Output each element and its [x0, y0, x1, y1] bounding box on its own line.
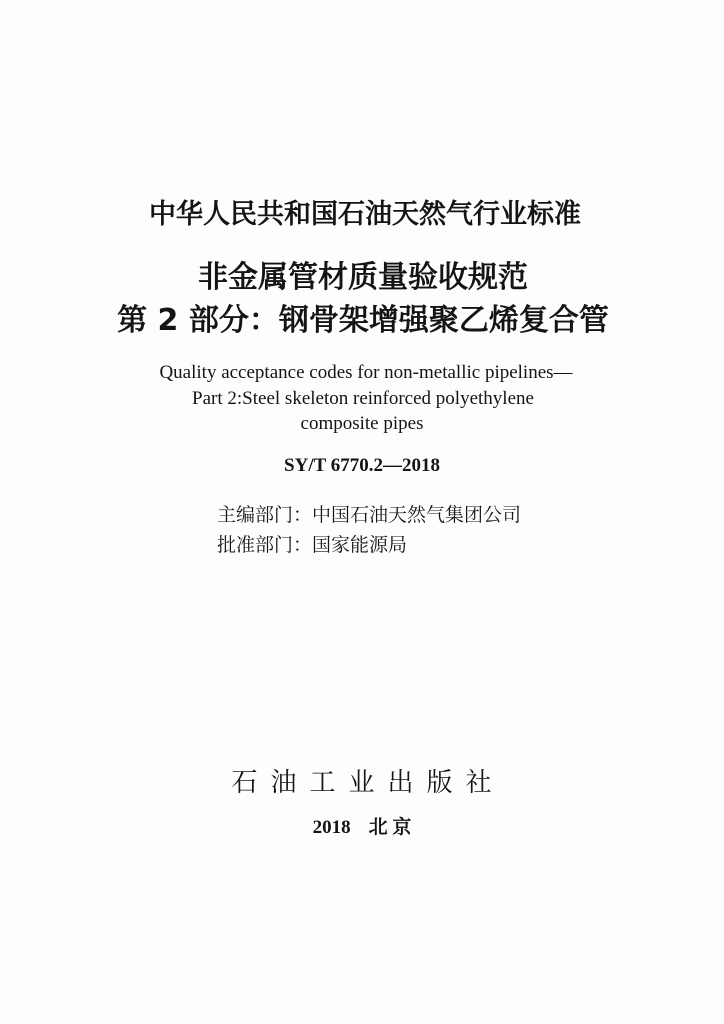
- publication-year: 2018: [312, 817, 351, 838]
- approver-department: 批准部门：国家能源局: [217, 534, 408, 556]
- title-cn-line2: 第 2 部分：钢骨架增强聚乙烯复合管: [117, 303, 609, 338]
- title-en-line3: composite pipes: [300, 413, 424, 434]
- editor-department: 主编部门：中国石油天然气集团公司: [217, 504, 522, 526]
- standard-code: SY/T 6770.2—2018: [284, 455, 440, 476]
- publisher-name: 石油工业出版社: [231, 768, 505, 797]
- publication-city: 北 京: [368, 817, 412, 838]
- title-cn-line1: 非金属管材质量验收规范: [198, 260, 528, 295]
- title-en-line1: Quality acceptance codes for non-metallic pipelines—: [159, 362, 573, 383]
- year-and-city: [0, 812, 724, 839]
- industry-standard-heading: 中华人民共和国石油天然气行业标准: [149, 199, 581, 230]
- title-en-line2: Part 2:Steel skeleton reinforced polyethylene: [192, 388, 534, 409]
